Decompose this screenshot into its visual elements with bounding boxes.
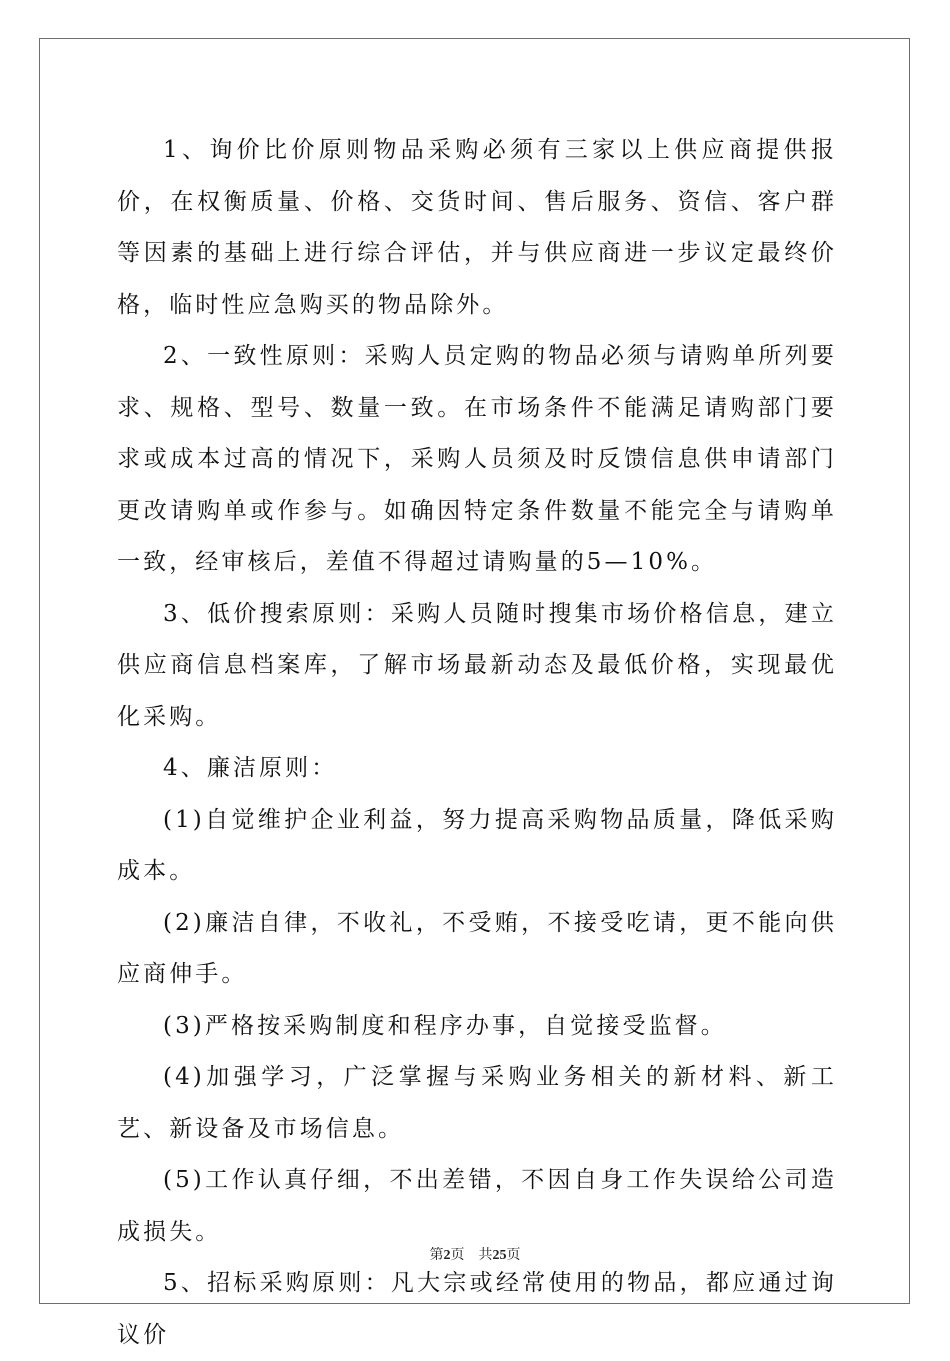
total-suffix: 页 [506,1248,521,1263]
paragraph-low-price-search: 3、低价搜索原则：采购人员随时搜集市场价格信息，建立供应商信息档案库，了解市场最新动态及最低价格，实现最优化采购。 [117,600,837,730]
paragraph-integrity-item-1: (1)自觉维护企业利益，努力提高采购物品质量，降低采购成本。 [117,806,837,884]
paragraph-integrity-item-3: (3)严格按采购制度和程序办事，自觉接受监督。 [163,1012,727,1039]
paragraph-integrity-item-5: (5)工作认真仔细，不出差错，不因自身工作失误给公司造成损失。 [117,1167,837,1245]
total-pages: 25 [492,1248,507,1263]
paragraph-inquiry-price-comparison: 1、询价比价原则物品采购必须有三家以上供应商提供报价，在权衡质量、价格、交货时间、售后服务、资信、客户群等因素的基础上进行综合评估，并与供应商进一步议定最终价格，临时性应急购买的物品除外。 [117,137,837,318]
page-prefix: 第 [429,1248,444,1263]
page-footer [0,1244,950,1264]
total-prefix: 共 [478,1248,493,1263]
paragraph-tender-procurement: 5、招标采购原则：凡大宗或经常使用的物品，都应通过询议价 [117,1270,837,1348]
page-suffix: 页 [450,1248,465,1263]
paragraph-integrity-item-2: (2)廉洁自律，不收礼，不受贿，不接受吃请，更不能向供应商伸手。 [117,909,837,987]
page-number: 2 [443,1248,451,1263]
paragraph-consistency-principle: 2、一致性原则：采购人员定购的物品必须与请购单所列要求、规格、型号、数量一致。在市场条件不能满足请购部门要求或成本过高的情况下，采购人员须及时反馈信息供申请部门更改请购单或作参与。如确因特定条件数量不能完全与请购单一致，经审核后，差值不得超过请购量的5—10%。 [117,343,837,575]
paragraph-integrity-heading: 4、廉洁原则： [163,755,338,781]
document-body [117,125,837,1361]
paragraph-integrity-item-4: (4)加强学习，广泛掌握与采购业务相关的新材料、新工艺、新设备及市场信息。 [117,1064,837,1142]
